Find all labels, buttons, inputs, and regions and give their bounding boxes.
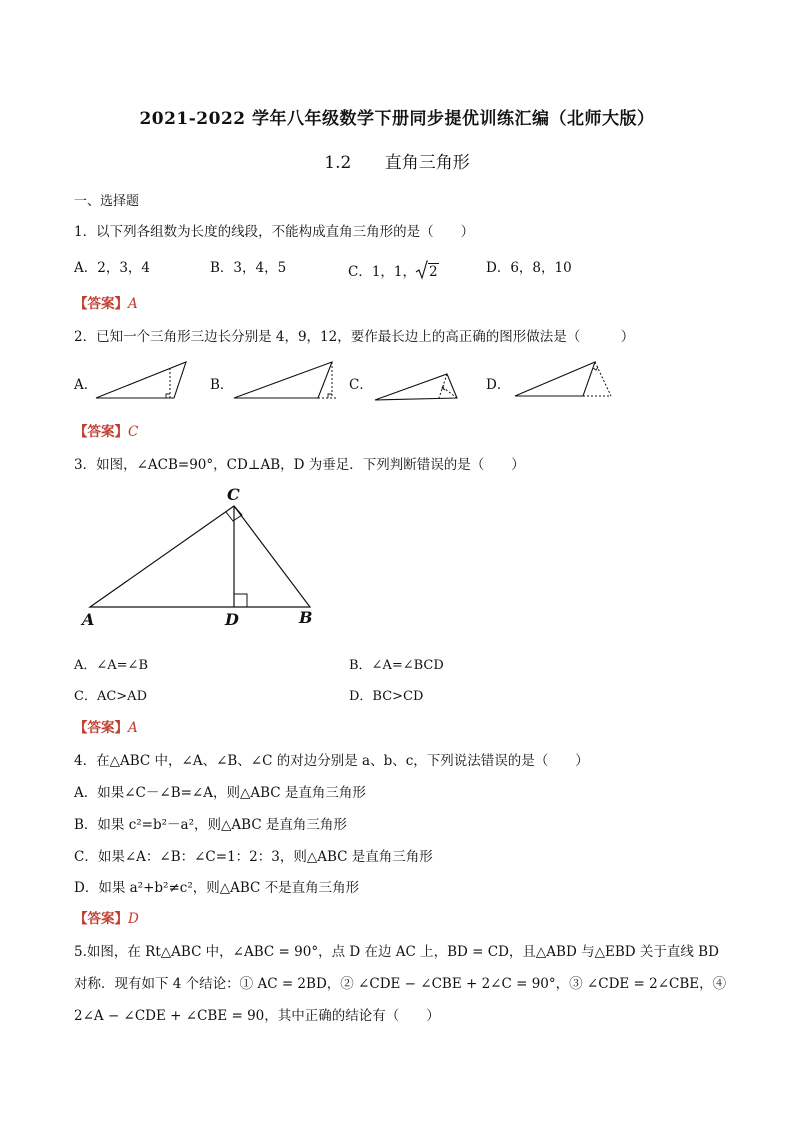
q5-line-2: 对称．现有如下 4 个结论：① AC = 2BD，② ∠CDE − ∠CBE + 2∠C = 90°，③ ∠CDE = 2∠CBE，④ xyxy=(74,976,727,992)
q2-option-a: A． xyxy=(74,377,98,393)
label-b: B xyxy=(299,608,313,627)
section-heading xyxy=(0,148,794,173)
q3-stem: 3．如图，∠ACB=90°，CD⊥AB，D 为垂足．下列判断错误的是（ ） xyxy=(74,457,525,473)
label-a: A xyxy=(82,610,95,629)
section-name: 直角三角形 xyxy=(384,153,470,173)
q4-option-d: D．如果 a²+b²≠c²，则△ABC 不是直角三角形 xyxy=(74,880,360,896)
q1-option-a: A．2，3，4 xyxy=(74,260,151,276)
q2-figure-a xyxy=(94,360,194,402)
q3-option-d: D．BC>CD xyxy=(349,689,424,704)
q1-stem: 1．以下列各组数为长度的线段，不能构成直角三角形的是（ ） xyxy=(74,224,475,240)
q3-figure xyxy=(80,486,330,631)
q4-stem: 4．在△ABC 中，∠A、∠B、∠C 的对边分别是 a、b、c，下列说法错误的是（ ） xyxy=(74,753,589,769)
q4-answer xyxy=(74,907,139,927)
q4-option-b: B．如果 c²=b²－a²，则△ABC 是直角三角形 xyxy=(74,817,347,833)
answer-label: 【答案】 xyxy=(74,911,128,927)
q2-option-b: B． xyxy=(210,377,234,393)
q5-line-1: 5.如图，在 Rt△ABC 中，∠ABC = 90°，点 D 在边 AC 上，BD = CD，且△ABD 与△EBD 关于直线 BD xyxy=(74,944,719,960)
q2-answer xyxy=(74,420,138,440)
answer-label: 【答案】 xyxy=(74,720,128,736)
q5-line-3: 2∠A − ∠CDE + ∠CBE = 90，其中正确的结论有（ ） xyxy=(74,1008,440,1024)
q2-option-c: C． xyxy=(349,377,373,393)
q4-option-c: C．如果∠A：∠B：∠C=1：2：3，则△ABC 是直角三角形 xyxy=(74,849,433,865)
section-number: 1.2 xyxy=(324,153,352,173)
label-d: D xyxy=(225,610,239,629)
part-heading: 一、选择题 xyxy=(74,194,140,209)
answer-label: 【答案】 xyxy=(74,424,128,440)
q2-option-d: D． xyxy=(486,377,511,393)
q1-option-b: B．3，4，5 xyxy=(210,260,287,276)
q1-answer xyxy=(74,292,138,312)
q2-figure-d xyxy=(513,360,623,402)
q2-stem: 2．已知一个三角形三边长分别是 4，9，12，要作最长边上的高正确的图形做法是（ ） xyxy=(74,329,635,345)
q3-answer xyxy=(74,716,138,736)
q4-option-a: A．如果∠C－∠B=∠A，则△ABC 是直角三角形 xyxy=(74,785,366,801)
answer-value: A xyxy=(128,296,138,312)
label-c: C xyxy=(227,485,240,504)
sqrt-radicand: 2 xyxy=(429,264,438,280)
answer-value: D xyxy=(128,911,139,927)
answer-label: 【答案】 xyxy=(74,296,128,312)
q1-option-d: D．6，8，10 xyxy=(486,260,572,276)
q2-figure-b xyxy=(232,360,342,402)
answer-value: C xyxy=(128,424,139,440)
sqrt-symbol xyxy=(416,256,439,280)
document-title: 2021-2022 学年八年级数学下册同步提优训练汇编（北师大版） xyxy=(139,109,655,129)
answer-value: A xyxy=(128,720,138,736)
q3-option-c: C．AC>AD xyxy=(74,689,147,704)
q2-figure-c xyxy=(373,360,473,406)
q3-option-b: B．∠A=∠BCD xyxy=(349,658,444,673)
q1-option-c xyxy=(348,256,439,280)
q1-option-c-text: C．1，1， xyxy=(348,264,417,280)
q3-option-a: A．∠A=∠B xyxy=(74,658,149,673)
